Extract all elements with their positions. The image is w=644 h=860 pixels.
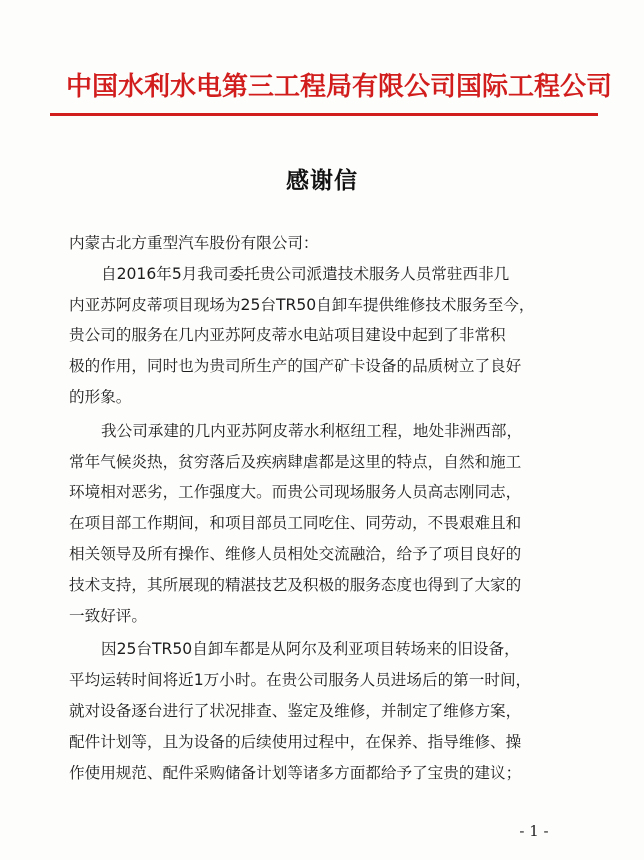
paragraph-2-line: 环境相对恶劣，工作强度大。而贵公司现场服务人员高志刚同志， (69, 483, 522, 502)
paragraph-2-line: 一致好评。 (69, 606, 147, 625)
paragraph-3-line: 因25台TR50自卸车都是从阿尔及利亚项目转场来的旧设备， (101, 640, 520, 659)
paragraph-3-line: 作使用规范、配件采购储备计划等诸多方面都给予了宝贵的建议； (69, 763, 522, 782)
letter-title: 感谢信 (286, 167, 358, 194)
letterhead-red-rule (50, 113, 598, 116)
paragraph-2-line: 在项目部工作期间，和项目部员工同吃住、同劳动，不畏艰难且和 (69, 514, 522, 533)
paragraph-2-line: 我公司承建的几内亚苏阿皮蒂水利枢纽工程，地处非洲西部， (101, 421, 523, 440)
letterhead-organization: 中国水利水电第三工程局有限公司国际工程公司 (66, 72, 613, 102)
paragraph-2-line: 常年气候炎热，贫穷落后及疾病肆虐都是这里的特点，自然和施工 (69, 452, 522, 471)
paragraph-3-line: 配件计划等，且为设备的后续使用过程中，在保养、指导维修、操 (69, 732, 522, 751)
paragraph-1-line: 极的作用，同时也为贵司所生产的国产矿卡设备的品质树立了良好 (69, 357, 522, 376)
paragraph-2-line: 技术支持，其所展现的精湛技艺及积极的服务态度也得到了大家的 (69, 575, 522, 594)
page-number: - 1 - (519, 822, 549, 840)
paragraph-3-line: 就对设备逐台进行了状况排查、鉴定及维修，并制定了维修方案， (69, 701, 522, 720)
paragraph-1-line: 自2016年5月我司委托贵公司派遣技术服务人员常驻西非几 (101, 264, 510, 283)
paragraph-2-line: 相关领导及所有操作、维修人员相处交流融洽，给予了项目良好的 (69, 544, 522, 563)
salutation: 内蒙古北方重型汽车股份有限公司： (69, 234, 319, 252)
letter-body (69, 228, 559, 788)
paragraph-1-line: 的形象。 (69, 387, 132, 406)
paragraph-1-line: 内亚苏阿皮蒂项目现场为25台TR50自卸车提供维修技术服务至今， (69, 295, 535, 314)
paragraph-1-line: 贵公司的服务在几内亚苏阿皮蒂水电站项目建设中起到了非常积 (69, 326, 506, 345)
paragraph-3-line: 平均运转时间将近1万小时。在贵公司服务人员进场后的第一时间， (69, 671, 532, 690)
